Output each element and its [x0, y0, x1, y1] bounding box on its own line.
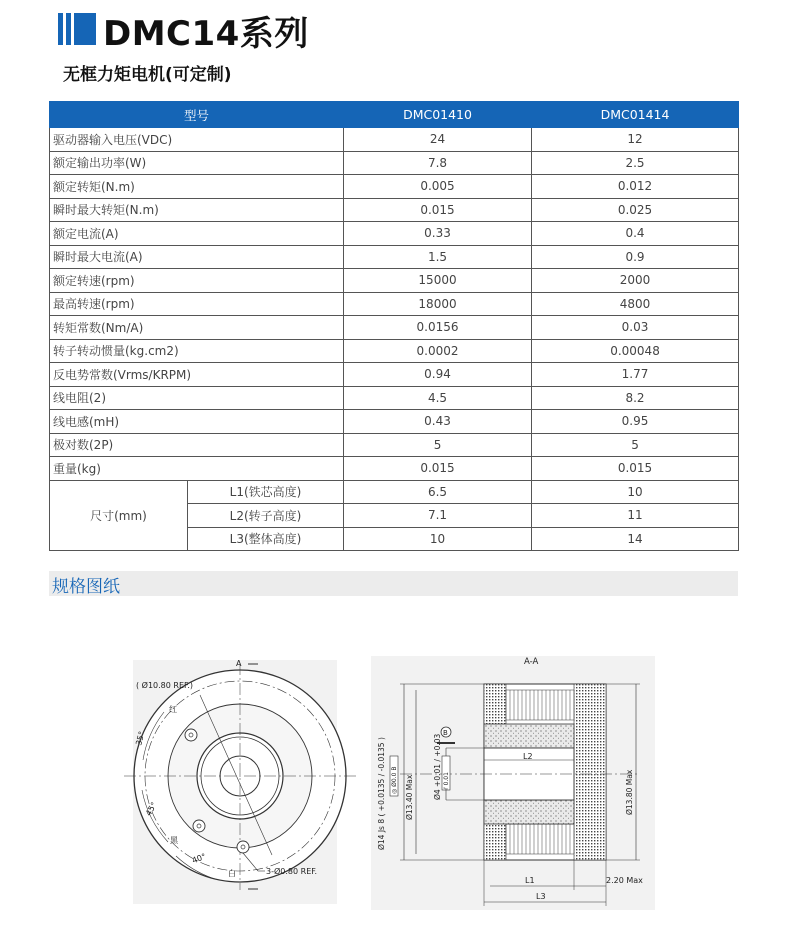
cell-value: 11 [532, 504, 739, 528]
technical-drawing [0, 640, 800, 929]
row-label: 瞬时最大转矩(N.m) [50, 198, 344, 222]
section-title-aa: A-A [524, 657, 539, 667]
cell-value: 1.5 [344, 245, 532, 269]
stator-diameter-label: Ø13.40 Max [405, 774, 414, 820]
spec-table [49, 101, 739, 551]
cell-value: 0.015 [344, 457, 532, 481]
table-row [50, 269, 739, 293]
row-label: 驱动器输入电压(VDC) [50, 128, 344, 152]
cell-value: 0.015 [344, 198, 532, 222]
ref-diameter-label: ( Ø10.80 REF.) [136, 681, 193, 690]
cell-value: 5 [344, 433, 532, 457]
row-label: 额定转矩(N.m) [50, 175, 344, 199]
table-row [50, 363, 739, 387]
header-dmc01414: DMC01414 [532, 102, 739, 128]
cell-value: 0.005 [344, 175, 532, 199]
cell-value: 10 [532, 480, 739, 504]
header-dmc01410: DMC01410 [344, 102, 532, 128]
datum-b-label: B [443, 729, 448, 737]
cell-value: 0.015 [532, 457, 739, 481]
logo-bars [58, 13, 96, 45]
table-row [50, 410, 739, 434]
angle-45-label: 45° [143, 800, 159, 818]
l2-label: L2 [523, 752, 533, 761]
header-model: 型号 [50, 102, 344, 128]
cell-value: 15000 [344, 269, 532, 293]
table-row [50, 316, 739, 340]
row-label: 反电势常数(Vrms/KRPM) [50, 363, 344, 387]
row-label: 瞬时最大电流(A) [50, 245, 344, 269]
cell-value: 24 [344, 128, 532, 152]
dimension-group-label: 尺寸(mm) [50, 480, 188, 551]
table-header-row [50, 102, 739, 128]
page-subtitle: 无框力矩电机(可定制) [63, 65, 232, 85]
row-label: 重量(kg) [50, 457, 344, 481]
cell-value: 2.5 [532, 151, 739, 175]
red-wire-label: 红 [169, 705, 177, 714]
table-row [50, 175, 739, 199]
cell-value: 0.4 [532, 222, 739, 246]
row-label: L2(转子高度) [188, 504, 344, 528]
parallelism-gdt: ⫽ 0.01 [443, 772, 450, 790]
cell-value: 7.1 [344, 504, 532, 528]
concentricity-gdt: ◎ Ø0.0 B [391, 766, 398, 794]
table-row [50, 480, 739, 504]
table-row [50, 198, 739, 222]
cell-value: 0.012 [532, 175, 739, 199]
black-wire-label: 黑 [170, 836, 178, 845]
row-label: 额定电流(A) [50, 222, 344, 246]
overall-diameter-label: Ø13.80 Max [625, 769, 634, 815]
table-row [50, 433, 739, 457]
front-section-marker: A [236, 659, 242, 668]
cell-value: 0.025 [532, 198, 739, 222]
cell-value: 12 [532, 128, 739, 152]
table-row [50, 457, 739, 481]
row-label: 线电阻(2) [50, 386, 344, 410]
row-label: 转矩常数(Nm/A) [50, 316, 344, 340]
outer-diameter-label: Ø14 Js 8 ( +0.0135 / -0.0135 ) [377, 737, 386, 850]
cell-value: 0.03 [532, 316, 739, 340]
cell-value: 4.5 [344, 386, 532, 410]
l1-label: L1 [525, 876, 535, 885]
row-label: L3(整体高度) [188, 527, 344, 551]
table-row [50, 339, 739, 363]
section-bar [49, 571, 738, 596]
cell-value: 0.95 [532, 410, 739, 434]
row-label: 极对数(2P) [50, 433, 344, 457]
row-label: L1(铁芯高度) [188, 480, 344, 504]
bore-diameter-label: Ø4 +0.01 / +0.03 [433, 733, 442, 800]
row-label: 额定转速(rpm) [50, 269, 344, 293]
overhang-label: 2.20 Max [606, 876, 643, 885]
cell-value: 8.2 [532, 386, 739, 410]
table-row [50, 245, 739, 269]
cell-value: 0.43 [344, 410, 532, 434]
front-view [124, 660, 356, 904]
page-title: DMC14系列 [103, 14, 309, 54]
cell-value: 14 [532, 527, 739, 551]
row-label: 转子转动惯量(kg.cm2) [50, 339, 344, 363]
cell-value: 0.33 [344, 222, 532, 246]
holes-label: 3-Ø0.80 REF. [266, 867, 318, 876]
cell-value: 0.00048 [532, 339, 739, 363]
table-row [50, 292, 739, 316]
section-title: 规格图纸 [52, 577, 120, 597]
angle-35-label: 35° [134, 730, 147, 747]
angle-40-label: 40° [190, 851, 208, 866]
cell-value: 10 [344, 527, 532, 551]
cell-value: 4800 [532, 292, 739, 316]
cell-value: 0.94 [344, 363, 532, 387]
table-row [50, 222, 739, 246]
cell-value: 6.5 [344, 480, 532, 504]
cell-value: 0.9 [532, 245, 739, 269]
cell-value: 5 [532, 433, 739, 457]
cell-value: 0.0002 [344, 339, 532, 363]
row-label: 线电感(mH) [50, 410, 344, 434]
cell-value: 18000 [344, 292, 532, 316]
table-row [50, 128, 739, 152]
cell-value: 0.0156 [344, 316, 532, 340]
table-row [50, 151, 739, 175]
row-label: 最高转速(rpm) [50, 292, 344, 316]
cell-value: 7.8 [344, 151, 532, 175]
cell-value: 2000 [532, 269, 739, 293]
table-row [50, 386, 739, 410]
white-wire-label: 白 [228, 869, 236, 878]
l3-label: L3 [536, 892, 546, 901]
cell-value: 1.77 [532, 363, 739, 387]
row-label: 额定输出功率(W) [50, 151, 344, 175]
